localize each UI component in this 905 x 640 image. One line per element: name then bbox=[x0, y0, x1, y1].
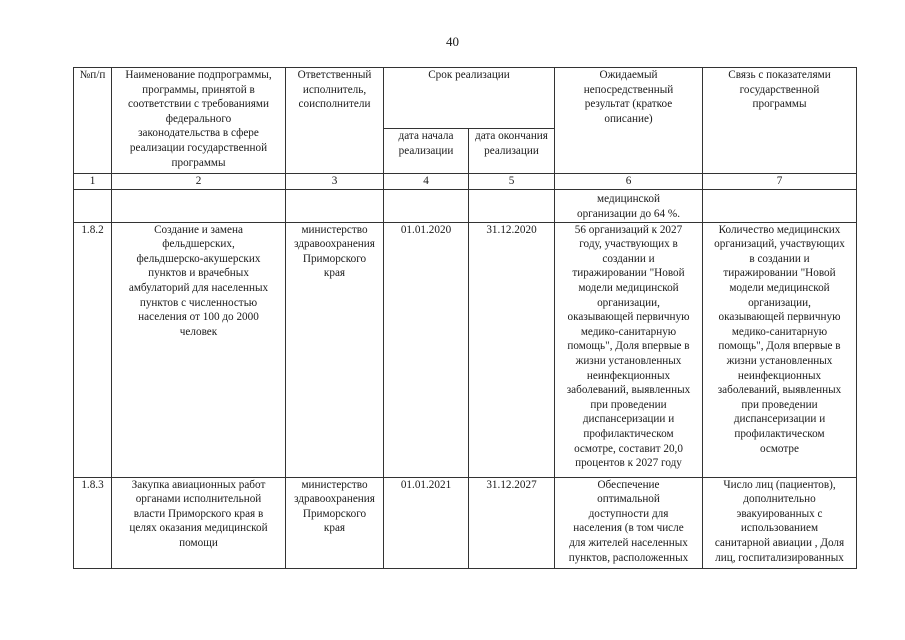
row-number: 1.8.2 bbox=[74, 222, 112, 477]
header-start-date: дата начала реализации bbox=[384, 129, 469, 174]
continuation-row bbox=[74, 189, 857, 222]
row-result: Обеспечение оптимальной доступности для населения (в том числе для жителей населенных пунктов, расположенных bbox=[555, 477, 703, 568]
column-number: 6 bbox=[555, 174, 703, 190]
row-end-date: 31.12.2020 bbox=[469, 222, 555, 477]
row-number: 1.8.3 bbox=[74, 477, 112, 568]
header-executor: Ответственный исполнитель, соисполнители bbox=[286, 68, 384, 174]
row-link: Число лиц (пациентов), дополнительно эвакуированных с использованием санитарной авиации , Доля лиц, госпитализированных bbox=[703, 477, 857, 568]
column-number: 1 bbox=[74, 174, 112, 190]
row-end-date: 31.12.2027 bbox=[469, 477, 555, 568]
header-period: Срок реализации bbox=[384, 68, 555, 129]
row-name: Закупка авиационных работ органами исполнительной власти Приморского края в целях оказания медицинской помощи bbox=[112, 477, 286, 568]
page-number: 40 bbox=[446, 34, 459, 49]
row-executor: министерство здравоохранения Приморского края bbox=[286, 222, 384, 477]
header-end-date: дата окончания реализации bbox=[469, 129, 555, 174]
row-name: Создание и замена фельдшерских, фельдшерско-акушерских пунктов и врачебных амбулаторий для населенных пунктов с численностью населения от 100 до 2000 человек bbox=[112, 222, 286, 477]
column-number: 5 bbox=[469, 174, 555, 190]
row-start-date: 01.01.2020 bbox=[384, 222, 469, 477]
row-link: Количество медицинских организаций, участвующих в создании и тиражировании "Новой модели медицинской организации, оказывающей первичную медико-санитарную помощь", Доля впервые в жизни установленных неинфекционных заболеваний, выявленных при проведении диспансеризации и профилактическом осмотре bbox=[703, 222, 857, 477]
column-number: 2 bbox=[112, 174, 286, 190]
header-row-top bbox=[74, 68, 857, 129]
column-number: 7 bbox=[703, 174, 857, 190]
program-table bbox=[73, 67, 857, 569]
continuation-result: медицинской организации до 64 %. bbox=[555, 189, 703, 222]
row-start-date: 01.01.2021 bbox=[384, 477, 469, 568]
header-name: Наименование подпрограммы, программы, принятой в соответствии с требованиями федерального законодательства в сфере реализации государственной программы bbox=[112, 68, 286, 174]
row-executor: министерство здравоохранения Приморского края bbox=[286, 477, 384, 568]
column-number: 4 bbox=[384, 174, 469, 190]
row-result: 56 организаций к 2027 году, участвующих в создании и тиражировании "Новой модели медицинской организации, оказывающей первичную медико-санитарную помощь", Доля впервые в жизни установленных неинфекционных заболеваний, выявленных при проведении диспансеризации и профилактическом осмотре, составит 20,0 процентов к 2027 году bbox=[555, 222, 703, 477]
table-row bbox=[74, 222, 857, 477]
table-row bbox=[74, 477, 857, 568]
header-num: №п/п bbox=[74, 68, 112, 174]
header-link: Связь с показателями государственной программы bbox=[703, 68, 857, 174]
column-number-row bbox=[74, 174, 857, 190]
header-result: Ожидаемый непосредственный результат (краткое описание) bbox=[555, 68, 703, 174]
column-number: 3 bbox=[286, 174, 384, 190]
